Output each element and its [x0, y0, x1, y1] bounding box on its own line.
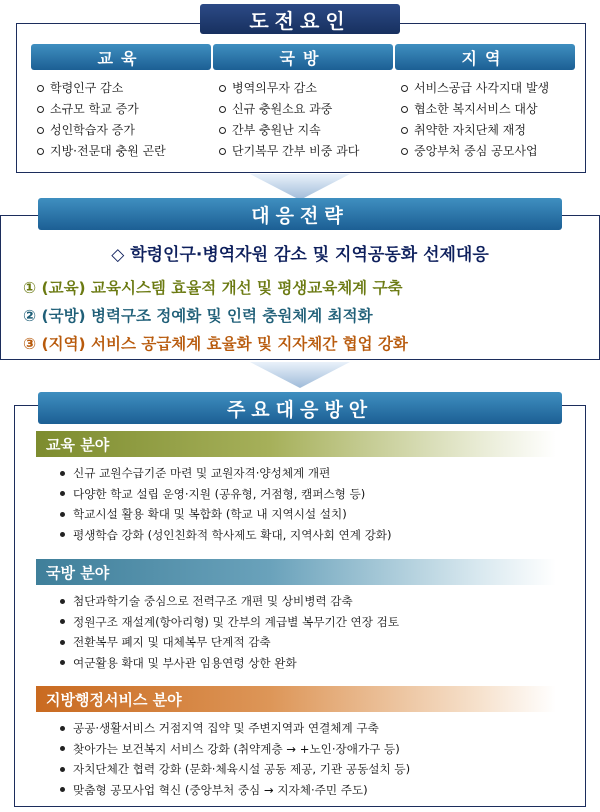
list-item: 협소한 복지서비스 대상 — [401, 99, 575, 120]
list-item: 평생학습 강화 (성인친화적 학사제도 확대, 지역사회 연계 강화) — [60, 525, 392, 546]
dot-bullet-icon — [60, 746, 65, 751]
section-header-education: 교육 분야 — [36, 431, 556, 457]
dot-bullet-icon — [60, 532, 65, 537]
column-header-defense: 국방 — [213, 44, 393, 70]
down-arrow-icon — [250, 174, 350, 200]
dot-bullet-icon — [60, 767, 65, 772]
section-list-defense — [60, 591, 399, 673]
strategy-main-statement: ◇ 학령인구·병역자원 감소 및 지역공동화 선제대응 — [111, 245, 489, 265]
section-header-defense: 국방 분야 — [36, 559, 556, 585]
list-item: 자치단체간 협력 강화 (문화·체육시설 공동 제공, 기관 공동설치 등) — [60, 759, 410, 780]
circle-bullet-icon — [219, 148, 226, 155]
list-item: 소규모 학교 증가 — [37, 99, 211, 120]
column-region — [395, 44, 575, 162]
list-item: 신규 충원소요 과중 — [219, 99, 393, 120]
dot-bullet-icon — [60, 640, 65, 645]
circle-bullet-icon — [37, 127, 44, 134]
circle-bullet-icon — [219, 127, 226, 134]
dot-bullet-icon — [60, 726, 65, 731]
list-item: 찾아가는 보건복지 서비스 강화 (취약계층 → +노인·장애가구 등) — [60, 739, 410, 760]
list-item: 여군활용 확대 및 부사관 임용연령 상한 완화 — [60, 653, 399, 674]
circle-bullet-icon — [37, 106, 44, 113]
list-item: 단기복무 간부 비중 과다 — [219, 141, 393, 162]
dot-bullet-icon — [60, 787, 65, 792]
list-item: 성인학습자 증가 — [37, 120, 211, 141]
strategy-line-defense: ② (국방) 병력구조 정예화 및 인력 충원체계 최적화 — [23, 307, 373, 325]
list-item: 정원구조 재설계(항아리형) 및 간부의 계급별 복무기간 연장 검토 — [60, 612, 399, 633]
list-item: 취약한 자치단체 재정 — [401, 120, 575, 141]
column-header-region: 지역 — [395, 44, 575, 70]
circle-bullet-icon — [401, 85, 408, 92]
list-item: 지방·전문대 충원 곤란 — [37, 141, 211, 162]
list-item: 서비스공급 사각지대 발생 — [401, 78, 575, 99]
strategy-box — [0, 215, 600, 360]
dot-bullet-icon — [60, 599, 65, 604]
list-item: 학교시설 활용 확대 및 복합화 (학교 내 지역시설 설치) — [60, 504, 392, 525]
circle-bullet-icon — [37, 85, 44, 92]
list-item: 학령인구 감소 — [37, 78, 211, 99]
challenge-factors-box — [16, 23, 586, 173]
strategy-title: 대응전략 — [38, 198, 562, 230]
dot-bullet-icon — [60, 619, 65, 624]
section-list-education — [60, 463, 392, 545]
challenge-factors-title: 도전요인 — [200, 4, 400, 34]
dot-bullet-icon — [60, 491, 65, 496]
circle-bullet-icon — [401, 106, 408, 113]
list-item: 신규 교원수급기준 마련 및 교원자격·양성체계 개편 — [60, 463, 392, 484]
list-item: 공공·생활서비스 거점지역 집약 및 주변지역과 연결체계 구축 — [60, 718, 410, 739]
list-item: 간부 충원난 지속 — [219, 120, 393, 141]
list-item: 병역의무자 감소 — [219, 78, 393, 99]
column-education — [31, 44, 211, 162]
circle-bullet-icon — [37, 148, 44, 155]
list-item: 전환복무 폐지 및 대체복무 단계적 감축 — [60, 632, 399, 653]
circle-bullet-icon — [401, 127, 408, 134]
section-header-local-admin: 지방행정서비스 분야 — [36, 686, 556, 712]
list-item: 첨단과학기술 중심으로 전력구조 개편 및 상비병력 감축 — [60, 591, 399, 612]
list-item: 다양한 학교 설립 운영·지원 (공유형, 거점형, 캠퍼스형 등) — [60, 484, 392, 505]
list-item: 맞춤형 공모사업 혁신 (중앙부처 중심 → 지자체·주민 주도) — [60, 780, 410, 801]
dot-bullet-icon — [60, 512, 65, 517]
circle-bullet-icon — [219, 85, 226, 92]
circle-bullet-icon — [219, 106, 226, 113]
column-header-education: 교육 — [31, 44, 211, 70]
column-defense — [213, 44, 393, 162]
dot-bullet-icon — [60, 660, 65, 665]
measures-title: 주요대응방안 — [38, 392, 562, 424]
strategy-line-region: ③ (지역) 서비스 공급체계 효율화 및 지자체간 협업 강화 — [23, 335, 408, 353]
dot-bullet-icon — [60, 471, 65, 476]
list-item: 중앙부처 중심 공모사업 — [401, 141, 575, 162]
down-arrow-icon — [250, 362, 350, 388]
section-list-local-admin — [60, 718, 410, 800]
circle-bullet-icon — [401, 148, 408, 155]
strategy-line-education: ① (교육) 교육시스템 효율적 개선 및 평생교육체계 구축 — [23, 279, 403, 297]
